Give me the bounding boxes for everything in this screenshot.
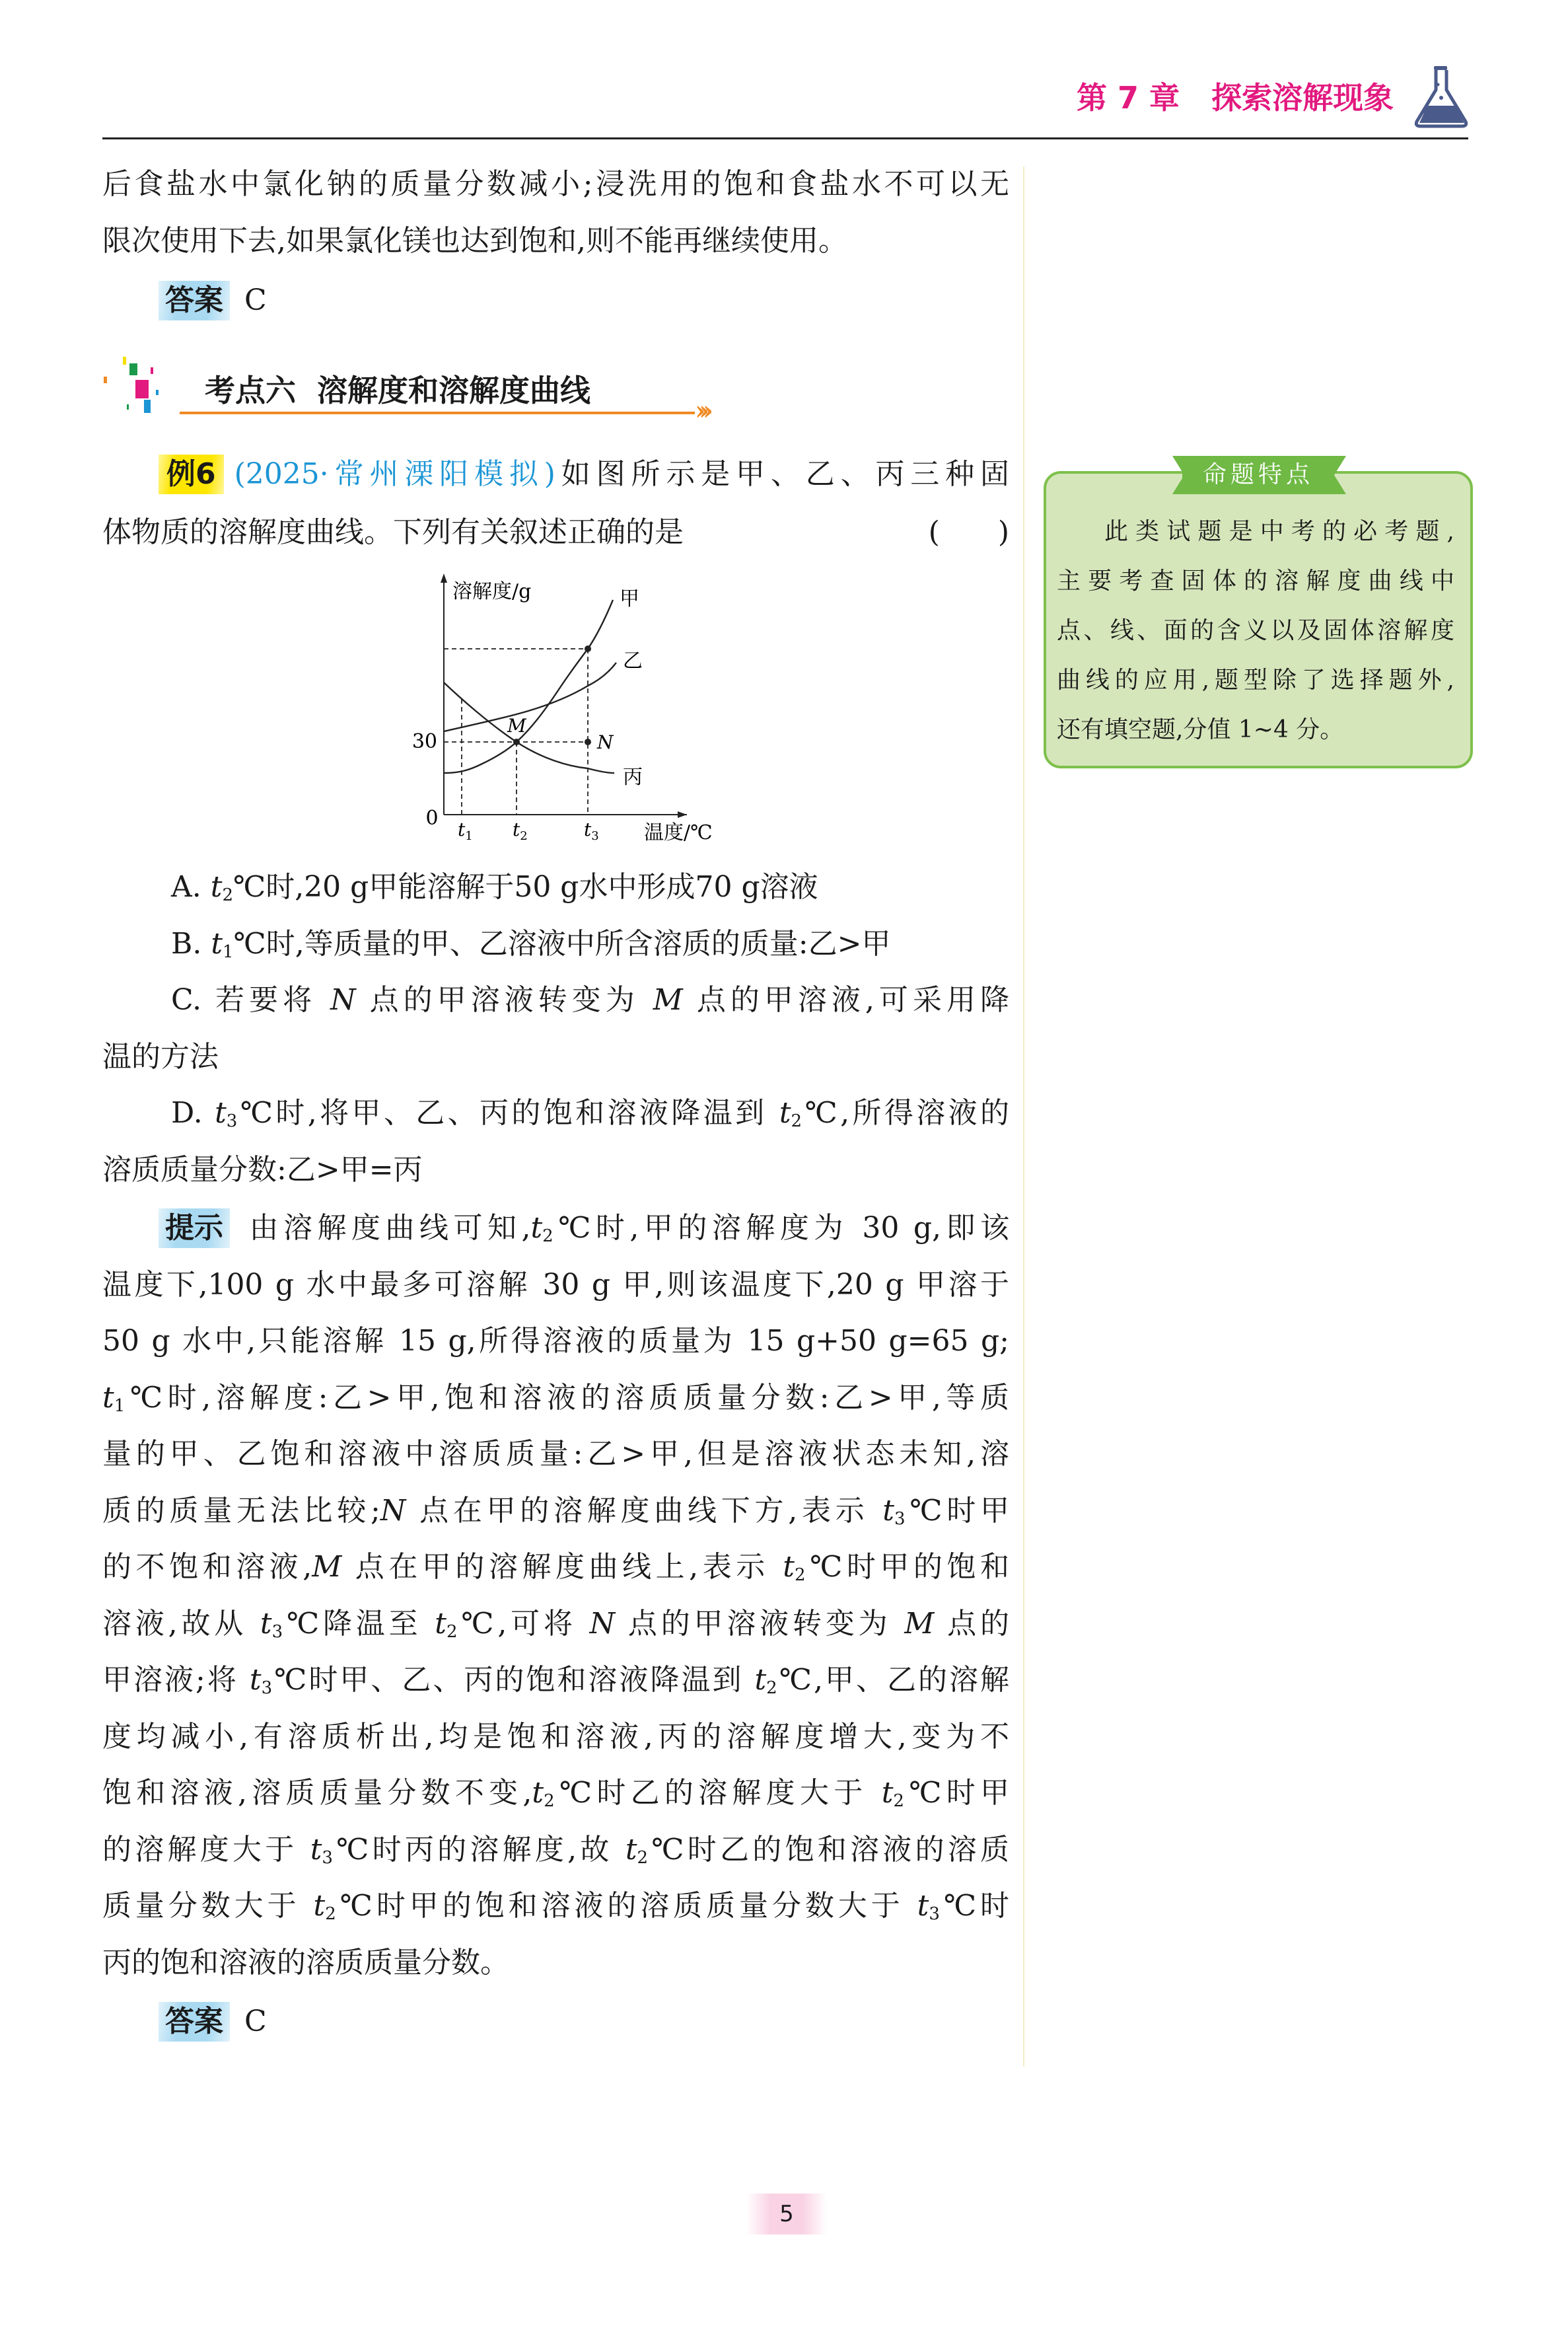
curve-yi	[444, 663, 616, 731]
hint-line: 丙的饱和溶液的溶质质量分数。	[102, 1945, 509, 1979]
math-var: $t_1$	[102, 1380, 125, 1416]
math-var: $t_3$	[249, 1663, 273, 1698]
math-var: $t_3$	[310, 1832, 333, 1868]
hint-line: 温度下,100 g 水中最多可溶解 30 g 甲,则该温度下,20 g 甲溶于	[102, 1267, 1009, 1302]
math-var: $t_2$	[779, 1096, 802, 1131]
hint-line: 溶液,故从 $t_3℃$降温至 $t_2℃$,可将 N 点的甲溶液转变为 M 点的	[102, 1606, 1009, 1642]
column-divider	[1023, 166, 1024, 2067]
curve-label-yi: 乙	[623, 649, 643, 673]
hint-line: 饱和溶液,溶质质量分数不变$,t_2℃$时乙的溶解度大于 $t_2℃$时甲	[102, 1776, 1009, 1811]
hint-line: 甲溶液;将 $t_3℃$时甲、乙、丙的饱和溶液降温到 $t_2℃$,甲、乙的溶解	[102, 1663, 1009, 1698]
answer-1	[159, 281, 1065, 320]
intro-line-2: 限次使用下去,如果氯化镁也达到饱和,则不能再继续使用。	[102, 224, 847, 258]
hint-line: 量的甲、乙饱和溶液中溶质质量:乙>甲,但是溶液状态未知,溶	[102, 1437, 1009, 1471]
chapter-number: 第 7 章	[1077, 80, 1180, 116]
example-label: 例6	[159, 455, 224, 494]
hint-line: 质的质量无法比较;N 点在甲的溶解度曲线下方,表示 $t_3℃$时甲	[102, 1493, 1009, 1529]
hint-line: 质量分数大于 $t_2℃$时甲的饱和溶液的溶质质量分数大于 $t_3℃$时	[102, 1889, 1009, 1924]
sidebar-line: 此类试题是中考的必考题,	[1104, 518, 1454, 545]
section-arrow-icon: ›››	[695, 395, 707, 426]
point-m	[513, 739, 520, 745]
math-var: $t_3$	[215, 1096, 238, 1131]
point-jia-t3	[585, 646, 591, 652]
example-source: (2025·常州溧阳模拟)	[234, 457, 555, 491]
x-axis-label: 温度/℃	[644, 821, 713, 844]
label-n: N	[597, 731, 614, 753]
section-title: 溶解度和溶解度曲线	[317, 373, 591, 408]
flask-icon	[1411, 65, 1472, 128]
option-C-line: C. 若要将 N 点的甲溶液转变为 M 点的甲溶液,可采用降	[171, 983, 1009, 1017]
math-var: $t_2$	[532, 1776, 555, 1811]
hint-line: 的不饱和溶液,M 点在甲的溶解度曲线上,表示 $t_2℃$时甲的饱和	[102, 1550, 1009, 1585]
math-var: N	[589, 1606, 616, 1641]
curve-label-jia: 甲	[620, 587, 639, 610]
sidebar-title: 命题特点	[1182, 456, 1334, 494]
math-var: $t_2$	[754, 1663, 777, 1698]
example-question: 体物质的溶解度曲线。下列有关叙述正确的是	[102, 515, 684, 549]
answer-label: 答案	[159, 2002, 230, 2042]
math-var: $t_2$	[210, 870, 233, 905]
answer-2	[159, 2002, 1065, 2042]
hint-line: $t_1℃$时,溶解度:乙>甲,饱和溶液的溶质质量分数:乙>甲,等质	[102, 1380, 1009, 1416]
origin-label: 0	[425, 807, 439, 830]
example-line-1	[159, 455, 1009, 494]
page-number: 5	[746, 2194, 827, 2234]
math-var: $t_2$	[881, 1776, 904, 1811]
section-underline	[180, 412, 695, 414]
answer-value: C	[244, 283, 267, 317]
x-tick-t1: $t_1$	[458, 819, 473, 843]
y-axis-label: 溶解度/g	[452, 580, 532, 603]
x-tick-t2: $t_2$	[513, 819, 528, 843]
math-var: M	[312, 1550, 342, 1584]
answer-bracket: ( )	[928, 515, 1009, 549]
math-var: $t_1$	[211, 926, 234, 962]
sidebar-line: 曲线的应用,题型除了选择题外,	[1057, 667, 1454, 694]
sidebar-line: 点、线、面的含义以及固体溶解度	[1057, 617, 1454, 644]
curve-label-bing: 丙	[623, 766, 643, 789]
math-var: $t_2$	[783, 1550, 806, 1585]
solubility-chart	[396, 562, 727, 859]
math-var: N	[330, 983, 356, 1017]
hint-line: 度均减小,有溶质析出,均是饱和溶液,丙的溶解度增大,变为不	[102, 1719, 1009, 1753]
option-D-line: D. $t_3℃$时,将甲、乙、丙的饱和溶液降温到 $t_2℃$,所得溶液的	[171, 1096, 1009, 1131]
sidebar-line: 还有填空题,分值 1~4 分。	[1057, 716, 1344, 743]
math-var: M	[904, 1606, 935, 1641]
example-line-2	[102, 513, 1009, 552]
math-var: $t_3$	[260, 1606, 283, 1642]
section-number: 考点六	[205, 373, 296, 408]
math-var: $t_2$	[313, 1889, 336, 1924]
x-tick-t3: $t_3$	[584, 819, 599, 843]
point-n	[585, 739, 591, 745]
sidebar-line: 主要考查固体的溶解度曲线中	[1057, 568, 1454, 595]
answer-value: C	[244, 2005, 267, 2038]
hint-line: 50 g 水中,只能溶解 15 g,所得溶液的质量为 15 g+50 g=65 g;	[102, 1324, 1009, 1358]
chapter-title: 探索溶解现象	[1211, 80, 1394, 116]
hint-label: 提示	[159, 1208, 230, 1248]
math-var: N	[380, 1493, 406, 1528]
section-heading	[205, 367, 590, 410]
x-axis-arrow-icon	[678, 811, 687, 818]
curve-bing	[444, 683, 614, 773]
header-rule	[102, 137, 1468, 139]
math-var: $t_2$	[435, 1606, 458, 1642]
math-var: $t_3$	[882, 1493, 906, 1529]
y-axis-arrow-icon	[441, 573, 447, 583]
y-tick-30: 30	[411, 730, 437, 753]
hint-line: 提示 由溶解度曲线可知$,t_2℃$时,甲的溶解度为 30 g,即该	[159, 1208, 1009, 1248]
option-D-line: 溶质质量分数:乙>甲=丙	[102, 1152, 423, 1187]
label-m: M	[507, 715, 526, 737]
intro-line-1: 后食盐水中氯化钠的质量分数减小;浸洗用的饱和食盐水不可以无	[102, 167, 1009, 201]
banner-wing-right	[1334, 456, 1346, 494]
option-C-line: 温的方法	[102, 1039, 219, 1074]
option-A-line: A. $t_2℃$时,20 g甲能溶解于50 g水中形成70 g溶液	[171, 870, 818, 905]
math-var: $t_2$	[625, 1832, 649, 1868]
chapter-header	[1077, 74, 1394, 118]
example-text: 如图所示是甲、乙、丙三种固	[555, 457, 1010, 491]
answer-label: 答案	[159, 281, 230, 320]
math-var: $t_2$	[530, 1211, 553, 1246]
hint-line: 的溶解度大于 $t_3℃$时丙的溶解度,故 $t_2℃$时乙的饱和溶液的溶质	[102, 1832, 1009, 1868]
option-B-line: B. $t_1℃$时,等质量的甲、乙溶液中所含溶质的质量:乙>甲	[171, 926, 891, 962]
math-var: $t_3$	[917, 1889, 940, 1924]
math-var: M	[653, 983, 683, 1017]
